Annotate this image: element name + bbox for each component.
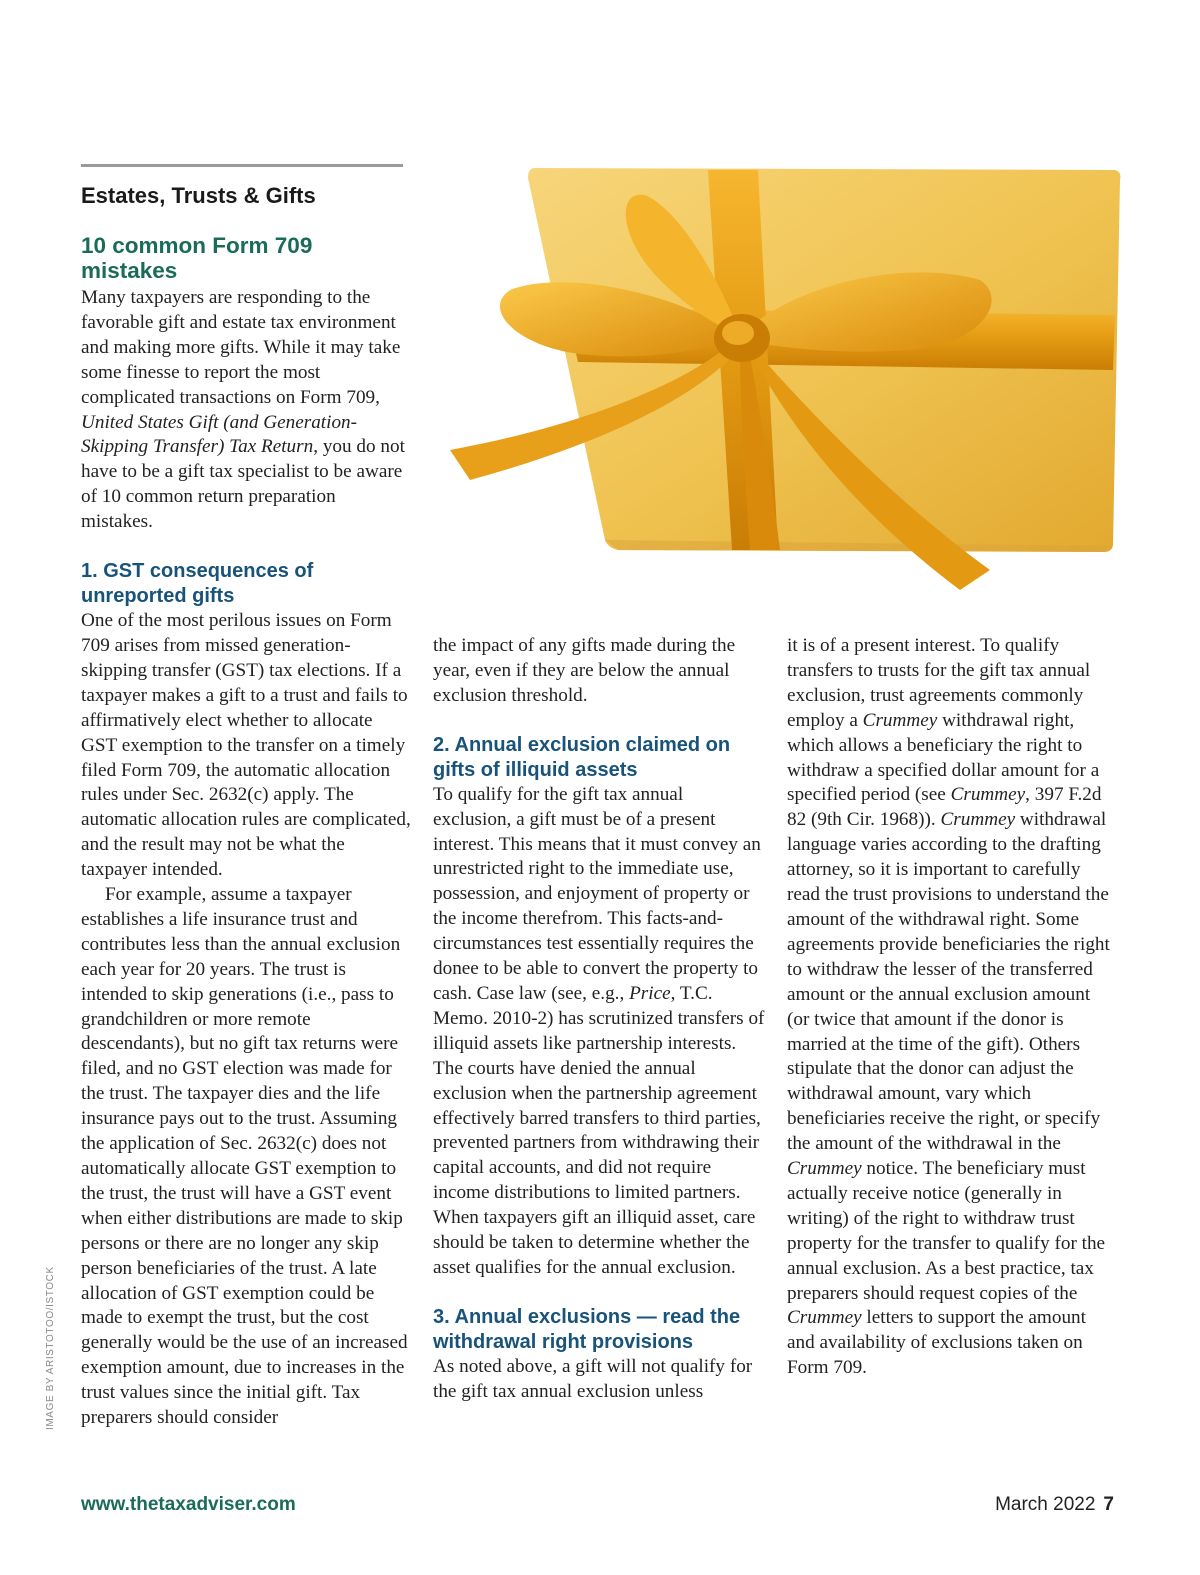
section-rule [81, 164, 403, 167]
section-3-paragraph-continued: it is of a present interest. To qualify transfers to trusts for the gift tax annual exclusion, trust agreements commonly employ a Crummey withdrawal right, which allows a beneficiary the right to withdraw a specified dollar amount for a specified period (see Crummey, 397 F.2d 82 (9th Cir. 1968)). Crummey withdrawal language varies according to the drafting attorney, so it is important to carefully read the trust provisions to understand the amount of the withdrawal right. Some agreements provide beneficiaries the right to withdraw the lesser of the transferred amount or the annual exclusion amount (or twice that amount if the donor is married at the time of the gift). Others stipulate that the donor can adjust the withdrawal amount, vary which beneficiaries receive the right, or specify the amount of the withdrawal in the Crummey notice. The beneficiary must actually receive notice (generally in writing) of the right to withdraw trust property for the transfer to qualify for the annual exclusion. As a best practice, tax preparers should request copies of the Crummey letters to support the amount and availability of exclusions taken on Form 709. [787, 635, 1110, 1379]
section-1-paragraph-1: One of the most perilous issues on Form 709 arises from missed generation-skipping transfer (GST) tax elections. If a taxpayer makes a gift to a trust and fails to affirmatively elect whether to allocate GST exemption to the transfer on a timely filed Form 709, the automatic allocation rules under Sec. 2632(c) apply. The automatic allocation rules are complicated, and the result may not be what the taxpayer intended. [81, 610, 411, 881]
article-title: 10 common Form 709 mistakes [81, 233, 313, 283]
image-credit: IMAGE BY ARISTOTOO/ISTOCK [45, 1266, 56, 1430]
section-1-paragraph-2: For example, assume a taxpayer establishes a life insurance trust and contributes less than the annual exclusion each year for 20 years. The trust is intended to skip generations (i.e., pass to grandchildren or more remote descendants), but no gift tax returns were filed, and no GST election was made for the trust. The taxpayer dies and the life insurance pays out to the trust. Assuming the application of Sec. 2632(c) does not automatically allocate GST exemption to the trust, the trust will have a GST event when either distributions are made to skip persons or there are no longer any skip person beneficiaries of the trust. A late allocation of GST exemption could be made to exempt the trust, but the cost generally would be the use of an increased exemption amount, due to increases in the trust values since the initial gift. Tax preparers should consider [81, 884, 408, 1429]
section-3-paragraph-start: As noted above, a gift will not qualify for the gift tax annual exclusion unless [433, 1355, 753, 1402]
intro-paragraph: Many taxpayers are responding to the favorable gift and estate tax environment and making more gifts. While it may take some finesse to report the most complicated transactions on Form 709, United States Gift (and Generation-Skipping Transfer) Tax Return, you do not have to be a gift tax specialist to be aware of 10 common return preparation mistakes. [81, 287, 405, 533]
text-column-3 [787, 634, 1110, 1381]
section-1-paragraph-2-continued: the impact of any gifts made during the year, even if they are below the annual exclusion threshold. [433, 635, 736, 706]
footer-date: March 2022 [995, 1494, 1096, 1515]
text-column-1 [81, 286, 411, 1431]
section-heading-1: 1. GST consequences of unreported gifts [81, 560, 314, 608]
footer-issue-info [995, 1494, 1114, 1516]
gift-box-image [440, 150, 1130, 620]
section-heading-2: 2. Annual exclusion claimed on gifts of illiquid assets [433, 733, 731, 781]
section-label: Estates, Trusts & Gifts [81, 183, 316, 208]
page-number: 7 [1103, 1494, 1114, 1515]
text-column-2 [433, 634, 765, 1405]
footer-website-link[interactable]: www.thetaxadviser.com [81, 1494, 296, 1515]
section-2-paragraph: To qualify for the gift tax annual exclusion, a gift must be of a present interest. This means that it must convey an unrestricted right to the immediate use, possession, and enjoyment of property or the income therefrom. This facts-and-circumstances test essentially requires the donee to be able to convert the property to cash. Case law (see, e.g., Price, T.C. Memo. 2010-2) has scrutinized transfers of illiquid assets like partnership interests. The courts have denied the annual exclusion when the partnership agreement effectively barred transfers to third parties, prevented partners from withdrawing their capital accounts, and did not require income distributions to limited partners. When taxpayers gift an illiquid asset, care should be taken to determine whether the asset qualifies for the annual exclusion. [433, 783, 765, 1278]
section-heading-3: 3. Annual exclusions — read the withdrawal right provisions [433, 1305, 741, 1353]
